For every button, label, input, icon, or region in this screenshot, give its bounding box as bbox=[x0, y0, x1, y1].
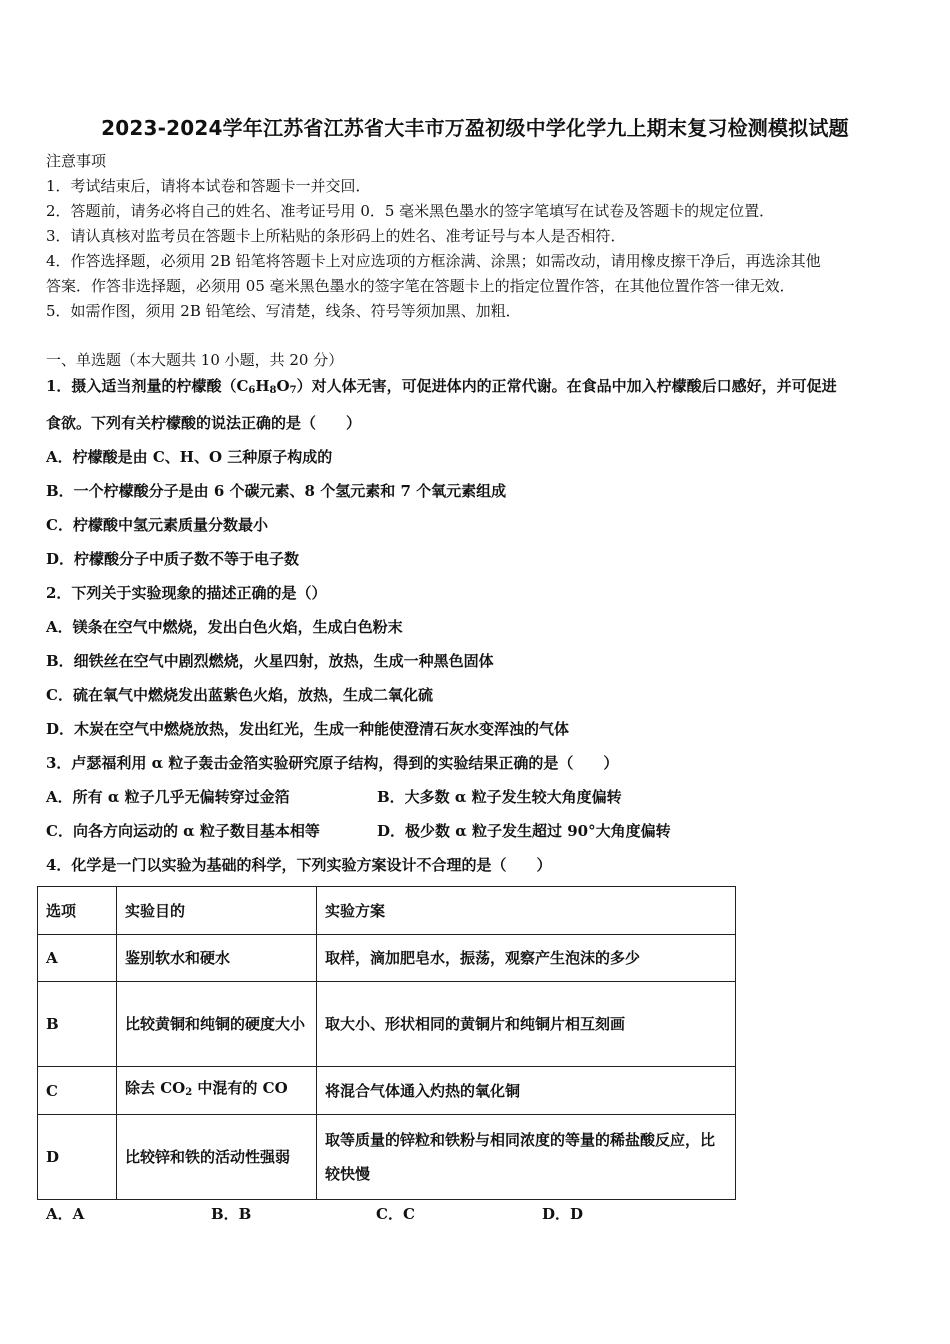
goal-subscript: 2 bbox=[185, 1087, 193, 1098]
notice-item: 2．答题前，请务必将自己的姓名、准考证号用 0．5 毫米黑色墨水的签字笔填写在试卷及答题卡的规定位置． bbox=[46, 202, 775, 220]
q1-formula-h: H bbox=[255, 377, 270, 395]
q1-option-d: D．柠檬酸分子中质子数不等于电子数 bbox=[46, 550, 300, 568]
q1-formula-o: O bbox=[276, 377, 290, 395]
table-cell-option: C bbox=[38, 1067, 117, 1115]
table-cell-goal: 比较黄铜和纯铜的硬度大小 bbox=[117, 982, 317, 1067]
question-3-stem: 3．卢瑟福利用 α 粒子轰击金箔实验研究原子结构，得到的实验结果正确的是（ ） bbox=[46, 754, 619, 772]
q3-option-d: D．极少数 α 粒子发生超过 90°大角度偏转 bbox=[377, 822, 671, 840]
q2-option-d: D．木炭在空气中燃烧放热，发出红光，生成一种能使澄清石灰水变浑浊的气体 bbox=[46, 720, 570, 738]
question-2-stem: 2．下列关于实验现象的描述正确的是（） bbox=[46, 584, 327, 602]
table-row bbox=[38, 1115, 736, 1200]
q1-option-b: B．一个柠檬酸分子是由 6 个碳元素、8 个氢元素和 7 个氧元素组成 bbox=[46, 482, 507, 500]
notice-item: 5．如需作图，须用 2B 铅笔绘、写清楚，线条、符号等须加黑、加粗． bbox=[46, 302, 521, 320]
notice-item: 答案．作答非选择题，必须用 05 毫米黑色墨水的签字笔在答题卡上的指定位置作答，在其他位置作答一律无效． bbox=[46, 277, 795, 295]
table-row bbox=[38, 935, 736, 982]
q3-option-a: A．所有 α 粒子几乎无偏转穿过金箔 bbox=[46, 788, 290, 806]
q3-option-c: C．向各方向运动的 α 粒子数目基本相等 bbox=[46, 822, 320, 840]
q1-stem-part: 1．摄入适当剂量的柠檬酸（C bbox=[46, 377, 249, 395]
question-4-stem: 4．化学是一门以实验为基础的科学，下列实验方案设计不合理的是（ ） bbox=[46, 856, 552, 874]
table-header-cell: 实验方案 bbox=[317, 887, 736, 935]
table-cell-plan: 取等质量的锌粒和铁粉与相同浓度的等量的稀盐酸反应，比较快慢 bbox=[317, 1115, 736, 1200]
q1-option-c: C．柠檬酸中氢元素质量分数最小 bbox=[46, 516, 268, 534]
table-cell-plan: 将混合气体通入灼热的氧化铜 bbox=[317, 1067, 736, 1115]
table-cell-option: B bbox=[38, 982, 117, 1067]
goal-text: 中混有的 CO bbox=[192, 1079, 288, 1097]
goal-text: 除去 CO bbox=[125, 1079, 186, 1097]
table-header-cell: 实验目的 bbox=[117, 887, 317, 935]
table-header-row bbox=[38, 887, 736, 935]
page-title: 2023-2024学年江苏省江苏省大丰市万盈初级中学化学九上期末复习检测模拟试题 bbox=[101, 116, 849, 140]
notice-item: 3．请认真核对监考员在答题卡上所粘贴的条形码上的姓名、准考证号与本人是否相符． bbox=[46, 227, 626, 245]
table-cell-goal: 鉴别软水和硬水 bbox=[117, 935, 317, 982]
table-cell-goal: 比较锌和铁的活动性强弱 bbox=[117, 1115, 317, 1200]
q4-option-d: D．D bbox=[542, 1205, 584, 1223]
q3-option-b: B．大多数 α 粒子发生较大角度偏转 bbox=[377, 788, 622, 806]
q2-option-b: B．细铁丝在空气中剧烈燃烧，火星四射，放热，生成一种黑色固体 bbox=[46, 652, 494, 670]
q2-option-a: A．镁条在空气中燃烧，发出白色火焰，生成白色粉末 bbox=[46, 618, 403, 636]
q1-subscript: 8 bbox=[269, 385, 277, 396]
q2-option-c: C．硫在氧气中燃烧发出蓝紫色火焰，放热，生成二氧化硫 bbox=[46, 686, 433, 704]
table-header-cell: 选项 bbox=[38, 887, 117, 935]
notice-item: 1．考试结束后，请将本试卷和答题卡一并交回． bbox=[46, 177, 371, 195]
table-cell-option: A bbox=[38, 935, 117, 982]
q1-stem-part: ）对人体无害，可促进体内的正常代谢。在食品中加入柠檬酸后口感好，并可促进 bbox=[296, 377, 837, 395]
table-row bbox=[38, 1067, 736, 1115]
table-cell-plan: 取大小、形状相同的黄铜片和纯铜片相互刻画 bbox=[317, 982, 736, 1067]
q4-option-c: C．C bbox=[376, 1205, 415, 1223]
question-1-stem-cont: 食欲。下列有关柠檬酸的说法正确的是（ ） bbox=[46, 414, 362, 432]
q1-subscript: 7 bbox=[289, 385, 297, 396]
experiment-table bbox=[37, 886, 736, 1200]
table-cell-plan: 取样，滴加肥皂水，振荡，观察产生泡沫的多少 bbox=[317, 935, 736, 982]
section-heading: 一、单选题（本大题共 10 小题，共 20 分） bbox=[46, 351, 344, 369]
table-cell-option: D bbox=[38, 1115, 117, 1200]
q1-subscript: 6 bbox=[248, 385, 256, 396]
table-cell-goal bbox=[117, 1067, 317, 1115]
notice-item: 4．作答选择题，必须用 2B 铅笔将答题卡上对应选项的方框涂满、涂黑；如需改动，请用橡皮擦干净后，再选涂其他 bbox=[46, 252, 821, 270]
question-1-stem bbox=[46, 376, 837, 401]
q4-option-a: A．A bbox=[46, 1205, 85, 1223]
q4-option-b: B．B bbox=[211, 1205, 252, 1223]
table-row bbox=[38, 982, 736, 1067]
q1-option-a: A．柠檬酸是由 C、H、O 三种原子构成的 bbox=[46, 448, 333, 466]
notice-heading: 注意事项 bbox=[46, 152, 107, 170]
